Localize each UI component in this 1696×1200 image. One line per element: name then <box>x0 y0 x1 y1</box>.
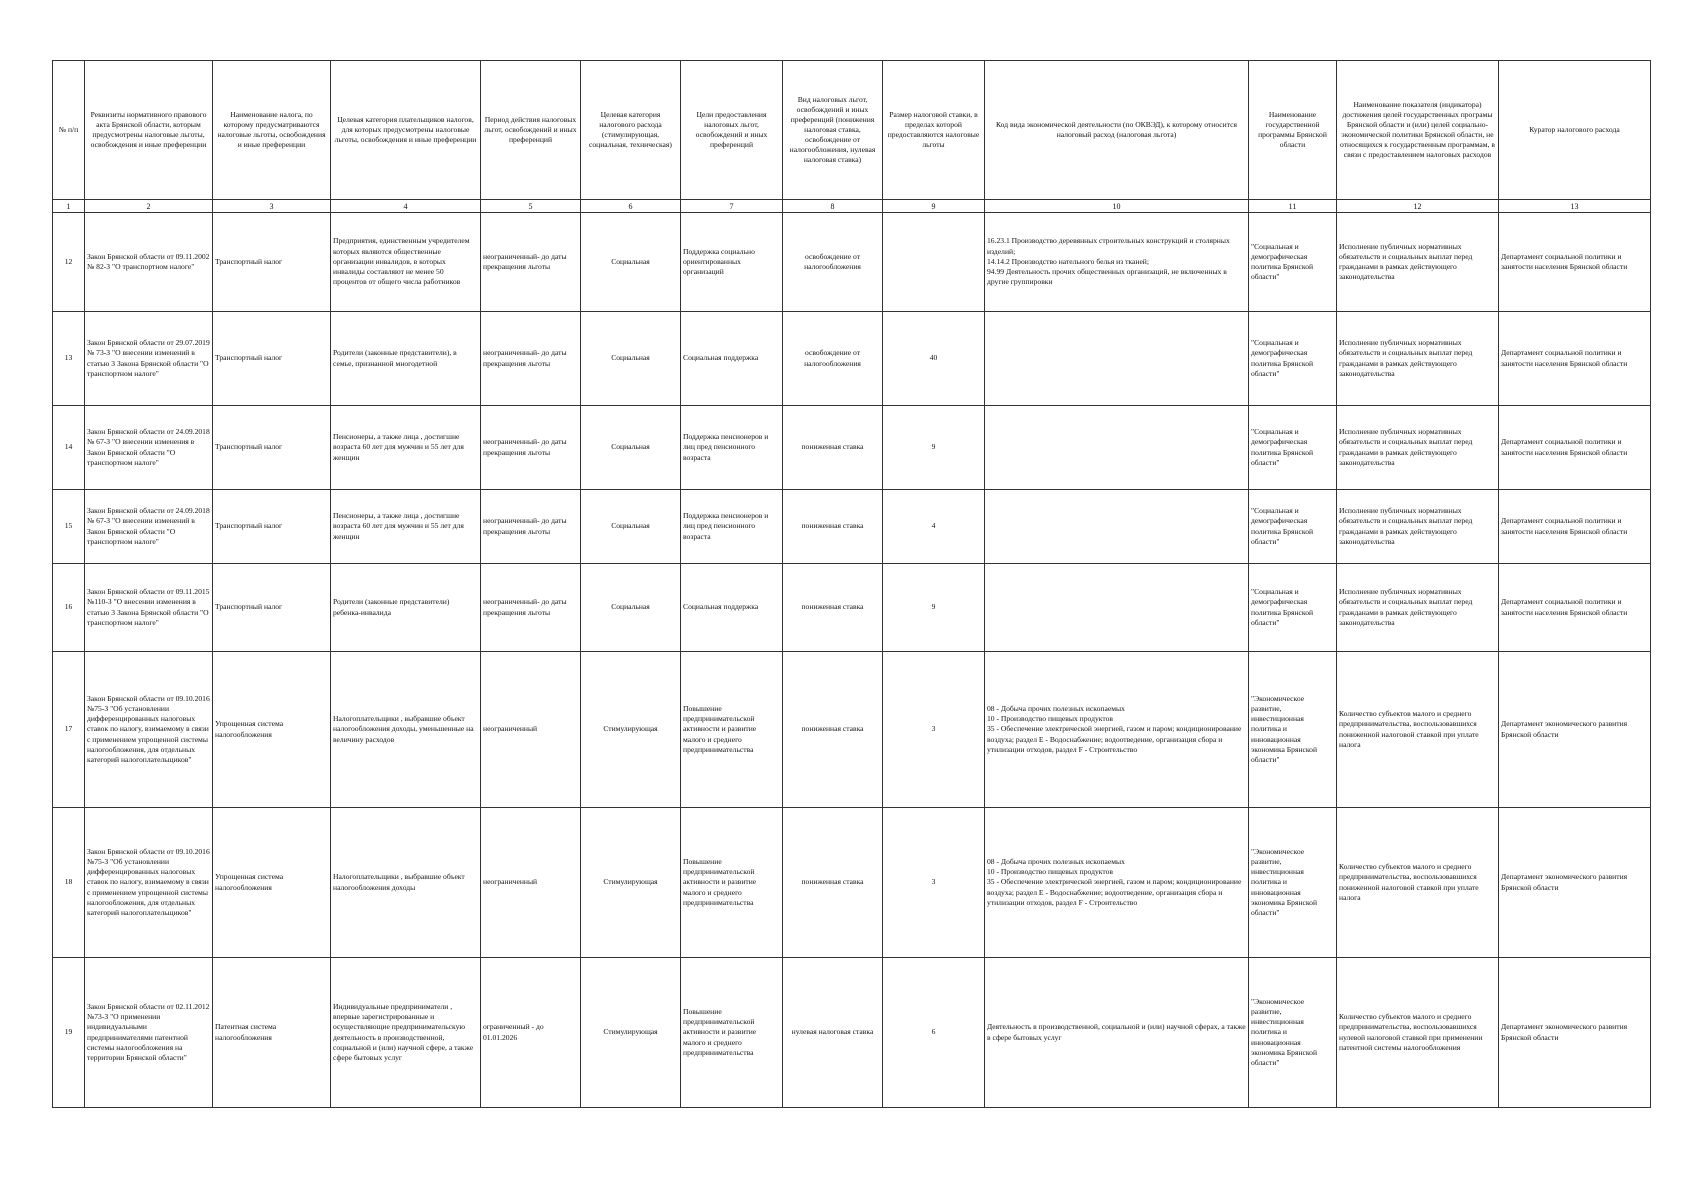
cell-program: "Экономическое развитие, инвестиционная политика и инновационная экономика Брянской области" <box>1249 808 1337 958</box>
cell-curator: Департамент социальной политики и занятости населения Брянской области <box>1499 406 1651 490</box>
cell-category: Индивидуальные предприниматели , впервые зарегистрированные и осуществляющие предпринимательскую деятельность в производственной, социальной и (или) научной сфере, а также сфере бытовых услуг <box>331 958 481 1108</box>
cell-period: неограниченный- до даты прекращения льготы <box>481 406 581 490</box>
cell-program: "Социальная и демографическая политика Брянской области" <box>1249 213 1337 312</box>
cell-num: 14 <box>53 406 85 490</box>
cell-tax: Упрощенная система налогообложения <box>213 652 331 808</box>
cell-goal: Повышение предпринимательской активности и развитие малого и среднего предпринимательства <box>681 808 783 958</box>
column-number: 8 <box>783 200 883 213</box>
cell-period: неограниченный- до даты прекращения льготы <box>481 312 581 406</box>
cell-curator: Департамент социальной политики и занятости населения Брянской области <box>1499 312 1651 406</box>
column-number: 10 <box>985 200 1249 213</box>
cell-act: Закон Брянской области от 09.10.2016 №75-З "Об установлении дифференцированных налоговых ставок по налогу, взимаемому в связи с применением упрощенной системы налогообложения, для отдельных категорий налогоплательщиков" <box>85 652 213 808</box>
cell-tax: Транспортный налог <box>213 312 331 406</box>
cell-curator: Департамент социальной политики и занятости населения Брянской области <box>1499 564 1651 652</box>
header-num: № п/п <box>53 61 85 200</box>
cell-num: 17 <box>53 652 85 808</box>
registry-table <box>52 60 1651 1108</box>
cell-num: 18 <box>53 808 85 958</box>
cell-goal: Поддержка пенсионеров и лиц пред пенсионного возраста <box>681 490 783 564</box>
table-row <box>53 312 1651 406</box>
table-row <box>53 652 1651 808</box>
cell-kind: пониженная ставка <box>783 808 883 958</box>
cell-num: 12 <box>53 213 85 312</box>
column-number: 13 <box>1499 200 1651 213</box>
cell-tax: Транспортный налог <box>213 564 331 652</box>
column-number: 2 <box>85 200 213 213</box>
cell-rate <box>883 213 985 312</box>
header-tax: Наименование налога, по которому предусматриваются налоговые льготы, освобождения и иные преференции <box>213 61 331 200</box>
cell-okved <box>985 406 1249 490</box>
column-number: 3 <box>213 200 331 213</box>
header-act: Реквизиты нормативного правового акта Брянской области, которым предусмотрены налоговые льготы, освобождения и иные преференции <box>85 61 213 200</box>
cell-tax: Транспортный налог <box>213 406 331 490</box>
cell-period: неограниченный- до даты прекращения льготы <box>481 564 581 652</box>
cell-okved: 08 - Добыча прочих полезных ископаемых 10 - Производство пищевых продуктов 35 - Обеспечение электрической энергией, газом и паром; кондиционирование воздуха; раздел Е - Водоснабжение; водоотведение, организация сбора и утилизации отходов, раздел F - Строительство <box>985 652 1249 808</box>
cell-target: Социальная <box>581 312 681 406</box>
cell-curator: Департамент экономического развития Брянской области <box>1499 958 1651 1108</box>
header-curator: Куратор налогового расхода <box>1499 61 1651 200</box>
cell-tax: Транспортный налог <box>213 213 331 312</box>
column-number: 9 <box>883 200 985 213</box>
cell-okved <box>985 312 1249 406</box>
column-number: 4 <box>331 200 481 213</box>
cell-target: Стимулирующая <box>581 958 681 1108</box>
cell-rate: 3 <box>883 808 985 958</box>
cell-kind: пониженная ставка <box>783 490 883 564</box>
cell-period: неограниченный <box>481 808 581 958</box>
header-kind: Вид налоговых льгот, освобождений и иных преференций (понижения налоговая ставка, освобождение от налогообложения, нулевая налоговая ставка) <box>783 61 883 200</box>
cell-period: ограниченный - до 01.01.2026 <box>481 958 581 1108</box>
cell-target: Социальная <box>581 490 681 564</box>
header-target: Целевая категория налогового расхода (стимулирующая, социальная, техническая) <box>581 61 681 200</box>
cell-act: Закон Брянской области от 24.09.2018 № 67-З "О внесении изменения в Закон Брянской области "О транспортном налоге" <box>85 406 213 490</box>
header-rate: Размер налоговой ставки, в пределах которой предоставляются налоговые льготы <box>883 61 985 200</box>
tax-expenditure-registry <box>52 60 1650 1108</box>
cell-kind: нулевая налоговая ставка <box>783 958 883 1108</box>
cell-kind: пониженная ставка <box>783 564 883 652</box>
column-number: 5 <box>481 200 581 213</box>
column-number: 11 <box>1249 200 1337 213</box>
cell-category: Пенсионеры, а также лица , достигшие возраста 60 лет для мужчин и 55 лет для женщин <box>331 490 481 564</box>
column-number: 1 <box>53 200 85 213</box>
cell-goal: Повышение предпринимательской активности и развитие малого и среднего предпринимательства <box>681 652 783 808</box>
cell-period: неограниченный <box>481 652 581 808</box>
cell-program: "Экономическое развитие, инвестиционная политика и инновационная экономика Брянской области" <box>1249 958 1337 1108</box>
header-indicator: Наименование показателя (индикатора) достижения целей государственных програмы Брянской области и (или) целей социально-экономической политики Брянской области, не относящихся к государственным программам, в связи с предоставлением налоговых расходов <box>1337 61 1499 200</box>
cell-okved <box>985 490 1249 564</box>
cell-category: Родители (законные представители) ребенка-инвалида <box>331 564 481 652</box>
cell-indicator: Количество субъектов малого и среднего предпринимательства, воспользовавшихся пониженной налоговой ставкой при уплате налога <box>1337 808 1499 958</box>
cell-act: Закон Брянской области от 09.10.2016 №75-З "Об установлении дифференцированных налоговых ставок по налогу, взимаемому в связи с применением упрощенной системы налогообложения, для отдельных категорий налогоплательщиков" <box>85 808 213 958</box>
cell-curator: Департамент социальной политики и занятости населения Брянской области <box>1499 490 1651 564</box>
cell-curator: Департамент экономического развития Брянской области <box>1499 808 1651 958</box>
cell-kind: пониженная ставка <box>783 652 883 808</box>
cell-rate: 4 <box>883 490 985 564</box>
cell-okved <box>985 564 1249 652</box>
cell-category: Налогоплательщики , выбравшие объект налогообложения доходы <box>331 808 481 958</box>
cell-program: "Социальная и демографическая политика Брянской области" <box>1249 406 1337 490</box>
cell-target: Стимулирующая <box>581 808 681 958</box>
cell-program: "Социальная и демографическая политика Брянской области" <box>1249 490 1337 564</box>
cell-act: Закон Брянской области от 24.09.2018 № 67-З "О внесении изменений в Закон Брянской области "О транспортном налоге" <box>85 490 213 564</box>
cell-okved: 16.23.1 Производство деревянных строительных конструкций и столярных изделий; 14.14.2 Производство нательного белья из тканей; 94.99 Деятельность прочих общественных организаций, не включенных в другие группировки <box>985 213 1249 312</box>
cell-indicator: Исполнение публичных нормативных обязательств и социальных выплат перед гражданами в рамках действующего законодательства <box>1337 564 1499 652</box>
cell-rate: 3 <box>883 652 985 808</box>
table-row <box>53 564 1651 652</box>
cell-curator: Департамент социальной политики и занятости населения Брянской области <box>1499 213 1651 312</box>
header-category: Целевая категория плательщиков налогов, для которых предусмотрены налоговые льготы, освобождения и иные преференции <box>331 61 481 200</box>
cell-target: Стимулирующая <box>581 652 681 808</box>
cell-indicator: Количество субъектов малого и среднего предпринимательства, воспользовавшихся нулевой налоговой ставкой при применении патентной системы налогообложения <box>1337 958 1499 1108</box>
cell-tax: Патентная система налогообложения <box>213 958 331 1108</box>
cell-period: неограниченный- до даты прекращения льготы <box>481 490 581 564</box>
cell-program: "Социальная и демографическая политика Брянской области" <box>1249 312 1337 406</box>
cell-act: Закон Брянской области от 09.11.2002 № 82-З "О транспортном налоге" <box>85 213 213 312</box>
cell-num: 19 <box>53 958 85 1108</box>
cell-indicator: Исполнение публичных нормативных обязательств и социальных выплат перед гражданами в рамках действующего законодательства <box>1337 406 1499 490</box>
cell-okved: 08 - Добыча прочих полезных ископаемых 10 - Производство пищевых продуктов 35 - Обеспечение электрической энергией, газом и паром; кондиционирование воздуха; раздел Е - Водоснабжение; водоотведение, организация сбора и утилизации отходов, раздел F - Строительство <box>985 808 1249 958</box>
header-program: Наименование государственной программы Брянской области <box>1249 61 1337 200</box>
table-row <box>53 490 1651 564</box>
cell-kind: освобождение от налогообложения <box>783 213 883 312</box>
cell-goal: Поддержка пенсионеров и лиц пред пенсионного возраста <box>681 406 783 490</box>
column-number-row <box>53 200 1651 213</box>
cell-tax: Упрощенная система налогообложения <box>213 808 331 958</box>
table-row <box>53 213 1651 312</box>
column-number: 6 <box>581 200 681 213</box>
cell-target: Социальная <box>581 406 681 490</box>
cell-num: 15 <box>53 490 85 564</box>
cell-kind: пониженная ставка <box>783 406 883 490</box>
cell-act: Закон Брянской области от 09.11.2015 №110-З "О внесении изменения в статью 3 Закона Брянской области "О транспортном налоге" <box>85 564 213 652</box>
cell-rate: 9 <box>883 406 985 490</box>
cell-category: Родители (законные представители), в семье, признанной многодетной <box>331 312 481 406</box>
header-goal: Цели предоставления налоговых льгот, освобождений и иных преференций <box>681 61 783 200</box>
cell-category: Пенсионеры, а также лица , достигшие возраста 60 лет для мужчин и 55 лет для женщин <box>331 406 481 490</box>
table-row <box>53 808 1651 958</box>
cell-act: Закон Брянской области от 29.07.2019 № 73-З "О внесении изменений в статью 3 Закона Брянской области "О транспортном налоге" <box>85 312 213 406</box>
cell-goal: Социальная поддержка <box>681 564 783 652</box>
cell-rate: 9 <box>883 564 985 652</box>
cell-indicator: Исполнение публичных нормативных обязательств и социальных выплат перед гражданами в рамках действующего законодательства <box>1337 213 1499 312</box>
cell-program: "Социальная и демографическая политика Брянской области" <box>1249 564 1337 652</box>
header-okved: Код вида экономической деятельности (по ОКВЭД), к которому относится налоговый расход (налоговая льгота) <box>985 61 1249 200</box>
cell-okved: Деятельность в производственной, социальной и (или) научной сферах, а также в сфере бытовых услуг <box>985 958 1249 1108</box>
cell-goal: Повышение предпринимательской активности и развитие малого и среднего предпринимательства <box>681 958 783 1108</box>
column-number: 12 <box>1337 200 1499 213</box>
cell-indicator: Исполнение публичных нормативных обязательств и социальных выплат перед гражданами в рамках действующего законодательства <box>1337 490 1499 564</box>
table-row <box>53 958 1651 1108</box>
cell-num: 13 <box>53 312 85 406</box>
cell-tax: Транспортный налог <box>213 490 331 564</box>
column-number: 7 <box>681 200 783 213</box>
cell-curator: Департамент экономического развития Брянской области <box>1499 652 1651 808</box>
cell-kind: освобождение от налогообложения <box>783 312 883 406</box>
header-period: Период действия налоговых льгот, освобождений и иных преференций <box>481 61 581 200</box>
cell-category: Налогоплательщики , выбравшие объект налогообложения доходы, уменьшенные на величину расходов <box>331 652 481 808</box>
cell-indicator: Количество субъектов малого и среднего предпринимательства, воспользовавшихся пониженной налоговой ставкой при уплате налога <box>1337 652 1499 808</box>
cell-category: Предприятия, единственным учредителем которых являются общественные организации инвалидов, в которых инвалиды составляют не менее 50 процентов от общего числа работников <box>331 213 481 312</box>
cell-target: Социальная <box>581 564 681 652</box>
cell-goal: Социальная поддержка <box>681 312 783 406</box>
cell-indicator: Исполнение публичных нормативных обязательств и социальных выплат перед гражданами в рамках действующего законодательства <box>1337 312 1499 406</box>
cell-goal: Поддержка социально ориентированных организаций <box>681 213 783 312</box>
cell-period: неограниченный- до даты прекращения льготы <box>481 213 581 312</box>
table-row <box>53 406 1651 490</box>
cell-target: Социальная <box>581 213 681 312</box>
cell-rate: 40 <box>883 312 985 406</box>
header-row <box>53 61 1651 200</box>
cell-act: Закон Брянской области от 02.11.2012 №73-З "О применении индивидуальными предпринимателями патентной системы налогообложения на территории Брянской области" <box>85 958 213 1108</box>
cell-rate: 6 <box>883 958 985 1108</box>
cell-num: 16 <box>53 564 85 652</box>
cell-program: "Экономическое развитие, инвестиционная политика и инновационная экономика Брянской области" <box>1249 652 1337 808</box>
